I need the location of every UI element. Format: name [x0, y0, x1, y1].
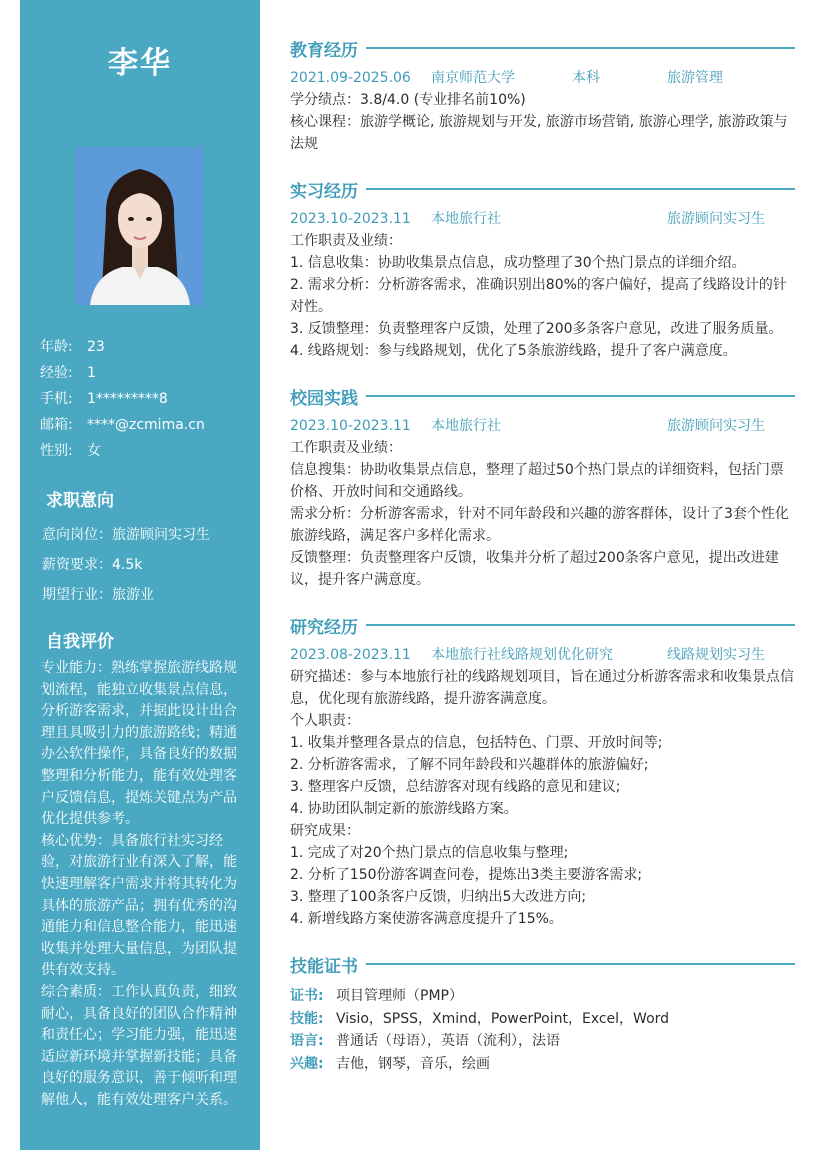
skill-row-skills: 技能: Visio，SPSS，Xmind，PowerPoint，Excel，Word [290, 1010, 670, 1027]
info-email: 邮箱: ****@zcmima.cn [40, 417, 205, 433]
education-degree: 本科 [572, 70, 600, 86]
info-phone: 手机: 1*********8 [40, 391, 168, 407]
intent-list [42, 520, 210, 610]
section-divider [366, 963, 795, 965]
body-line: 3. 整理了100条客户反馈，归纳出5大改进方向; [290, 889, 587, 905]
skill-row-language: 语言: 普通话（母语），英语（流利），法语 [290, 1033, 560, 1049]
body-line: 4. 新增线路方案使游客满意度提升了15%。 [290, 911, 563, 927]
body-line: 个人职责： [290, 713, 360, 729]
self-eval-text [41, 658, 241, 1111]
sidebar [20, 0, 260, 1150]
body-line: 工作职责及业绩： [290, 440, 402, 456]
body-line: 4. 协助团队制定新的旅游线路方案。 [290, 801, 518, 817]
research-body [290, 666, 795, 930]
self-eval-title: 自我评价 [46, 632, 114, 652]
intent-item: 期望行业：旅游业 [42, 587, 154, 603]
intent-item: 意向岗位：旅游顾问实习生 [42, 527, 210, 543]
education-school: 南京师范大学 [431, 70, 515, 86]
education-body [290, 89, 795, 155]
campus-date: 2023.10-2023.11 [290, 418, 411, 434]
section-title: 技能证书 [290, 956, 358, 977]
body-line: 反馈整理：负责整理客户反馈，收集并分析了超过200条客户意见，提出改进建议，提升客户满意度。 [290, 550, 779, 588]
body-line: 2. 需求分析：分析游客需求，准确识别出80%的客户偏好，提高了线路设计的针对性。 [290, 277, 787, 315]
research-org: 本地旅行社线路规划优化研究 [431, 647, 613, 663]
body-line: 1. 信息收集：协助收集景点信息，成功整理了30个热门景点的详细介绍。 [290, 255, 746, 271]
research-meta [290, 644, 795, 666]
campus-role: 旅游顾问实习生 [667, 418, 765, 434]
personal-info [40, 334, 205, 464]
section-title: 教育经历 [290, 40, 358, 61]
self-eval-paragraph: 专业能力：熟练掌握旅游线路规划流程，能独立收集景点信息，分析游客需求，并据此设计出合理且具吸引力的旅游路线；精通办公软件操作，具备良好的数据整理和分析能力，能有效处理客户反馈信息，提炼关键点为产品优化提供参考。 [41, 660, 237, 828]
info-gender: 性别: 女 [40, 443, 101, 459]
info-age: 年龄: 23 [40, 339, 105, 355]
info-experience: 经验: 1 [40, 365, 96, 381]
internship-date: 2023.10-2023.11 [290, 211, 411, 227]
body-line: 4. 线路规划：参与线路规划，优化了5条旅游线路，提升了客户满意度。 [290, 343, 737, 359]
profile-photo [76, 147, 204, 305]
intent-item: 薪资要求：4.5k [42, 557, 143, 573]
skills-list [290, 985, 795, 1075]
research-section [290, 612, 795, 930]
skills-section [290, 951, 795, 1075]
section-divider [366, 624, 795, 626]
body-line: 研究成果： [290, 823, 360, 839]
section-title: 校园实践 [290, 388, 358, 409]
intent-title: 求职意向 [46, 491, 114, 511]
section-title: 实习经历 [290, 181, 358, 202]
body-line: 3. 整理客户反馈，总结游客对现有线路的意见和建议; [290, 779, 621, 795]
body-line: 信息搜集：协助收集景点信息，整理了超过50个热门景点的详细资料，包括门票价格、开放时间和交通路线。 [290, 462, 784, 500]
campus-org: 本地旅行社 [431, 418, 501, 434]
internship-body [290, 230, 795, 362]
body-line: 2. 分析了150份游客调查问卷，提炼出3类主要游客需求; [290, 867, 643, 883]
body-line: 3. 反馈整理：负责整理客户反馈，处理了200多条客户意见，改进了服务质量。 [290, 321, 783, 337]
section-title: 研究经历 [290, 617, 358, 638]
self-eval-paragraph: 综合素质：工作认真负责，细致耐心，具备良好的团队合作精神和责任心；学习能力强，能迅速适应新环境并掌握新技能；具备良好的服务意识，善于倾听和理解他人，能有效处理客户关系。 [41, 983, 237, 1108]
internship-meta [290, 208, 795, 230]
section-divider [366, 47, 795, 49]
research-role: 线路规划实习生 [667, 647, 765, 663]
campus-section [290, 383, 795, 591]
body-line: 研究描述：参与本地旅行社的线路规划项目，旨在通过分析游客需求和收集景点信息，优化现有旅游线路，提升游客满意度。 [290, 669, 794, 707]
campus-body [290, 437, 795, 591]
body-line: 1. 完成了对20个热门景点的信息收集与整理; [290, 845, 569, 861]
body-line: 学分绩点：3.8/4.0 (专业排名前10%) [290, 92, 526, 108]
internship-role: 旅游顾问实习生 [667, 211, 765, 227]
internship-section [290, 176, 795, 362]
body-line: 2. 分析游客需求，了解不同年龄段和兴趣群体的旅游偏好; [290, 757, 649, 773]
portrait-image [76, 147, 204, 305]
candidate-name: 李华 [108, 46, 172, 81]
education-major: 旅游管理 [667, 70, 723, 86]
section-divider [366, 188, 795, 190]
skill-row-interests: 兴趣: 吉他，钢琴，音乐，绘画 [290, 1055, 490, 1072]
self-eval-paragraph: 核心优势：具备旅行社实习经验，对旅游行业有深入了解，能快速理解客户需求并将其转化为具体的旅游产品；拥有优秀的沟通能力和信息整合能力，能迅速收集并处理大量信息，为团队提供有效支持。 [41, 832, 237, 979]
research-date: 2023.08-2023.11 [290, 647, 411, 663]
skill-row-certificate: 证书: 项目管理师（PMP） [290, 988, 463, 1004]
body-line: 需求分析：分析游客需求，针对不同年龄段和兴趣的游客群体，设计了3套个性化旅游线路，满足客户多样化需求。 [290, 506, 789, 544]
internship-org: 本地旅行社 [431, 211, 501, 227]
campus-meta [290, 415, 795, 437]
education-date: 2021.09-2025.06 [290, 70, 411, 86]
body-line: 1. 收集并整理各景点的信息，包括特色、门票、开放时间等; [290, 735, 663, 751]
section-divider [366, 395, 795, 397]
education-section [290, 35, 795, 155]
body-line: 工作职责及业绩： [290, 233, 402, 249]
education-meta [290, 67, 795, 89]
body-line: 核心课程：旅游学概论, 旅游规划与开发, 旅游市场营销, 旅游心理学, 旅游政策与法规 [290, 114, 788, 152]
